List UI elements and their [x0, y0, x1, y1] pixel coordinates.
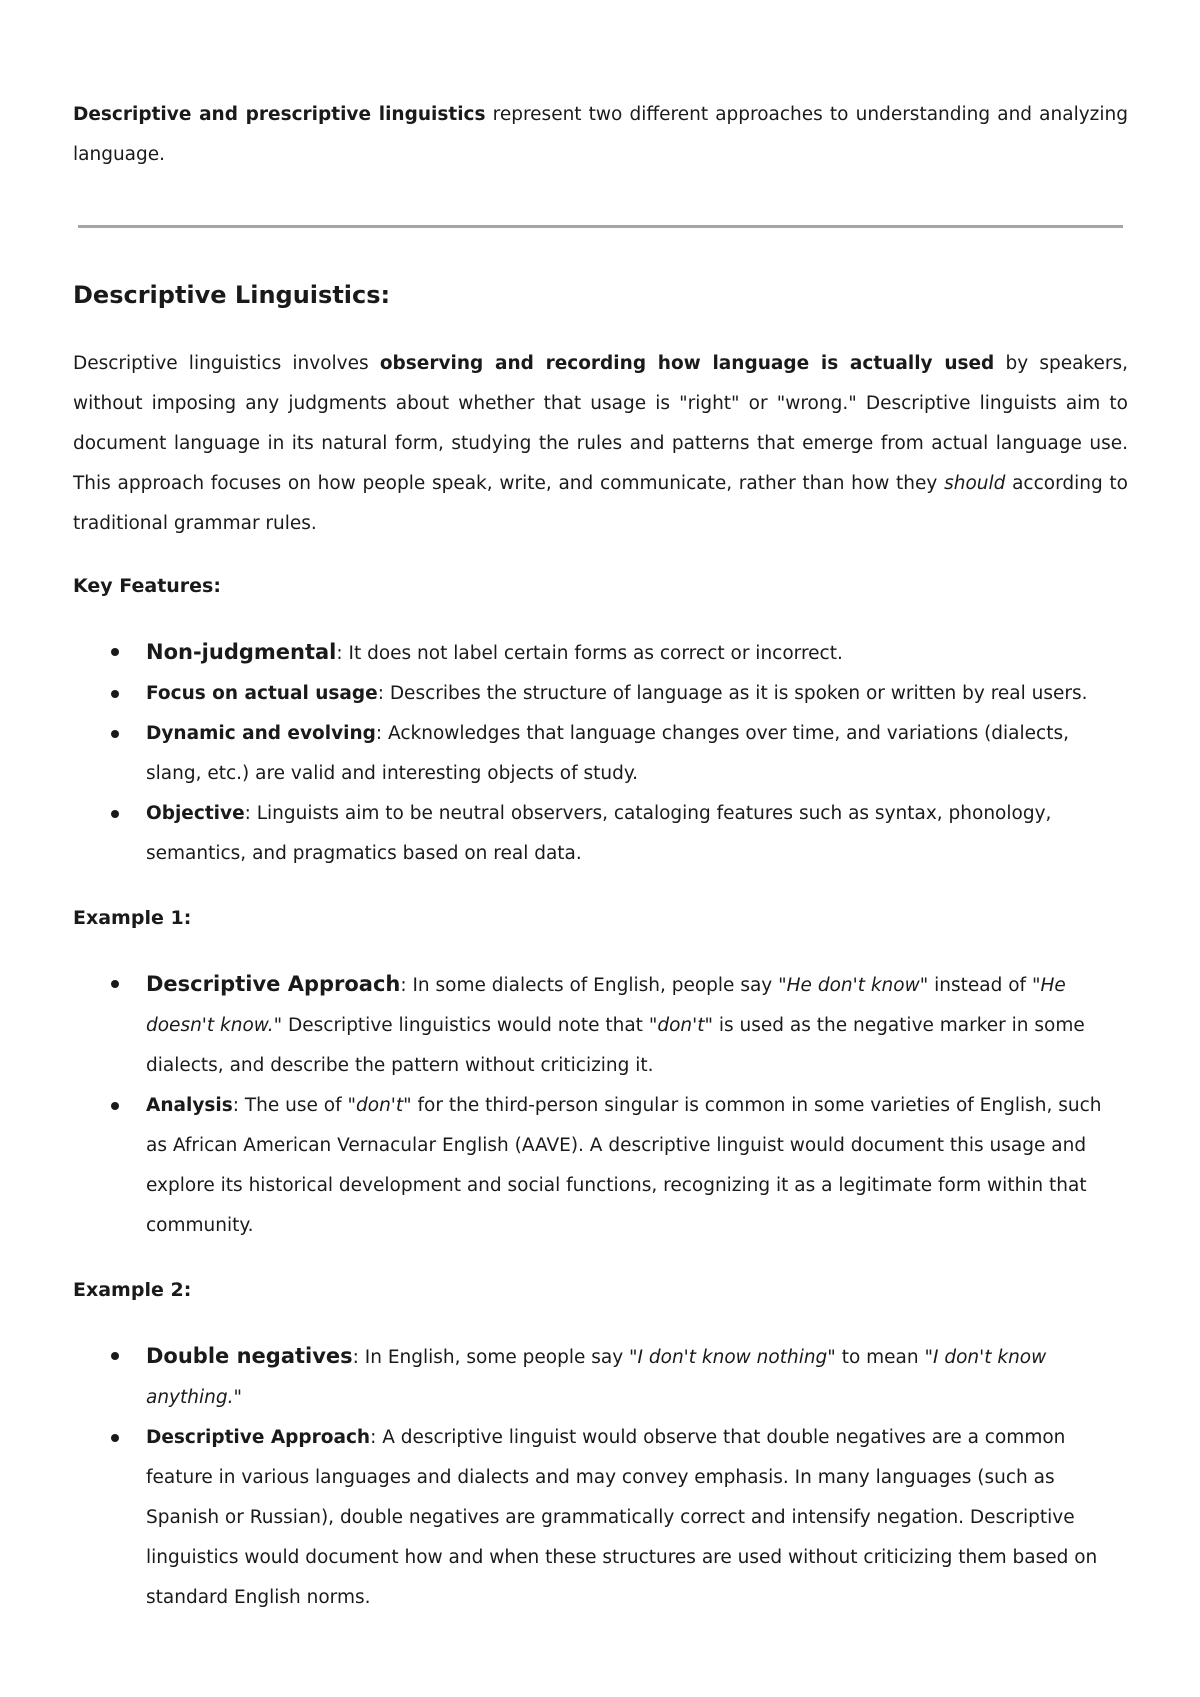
item-term: Descriptive Approach: [146, 1427, 371, 1448]
item-text: : The use of: [232, 1095, 348, 1116]
intro-paragraph: [73, 95, 1128, 175]
example-1-list: [73, 964, 1128, 1246]
list-item: [73, 1418, 1128, 1618]
bullet-icon: [111, 1352, 119, 1360]
item-term: Objective: [146, 803, 245, 824]
list-item: [73, 1336, 1128, 1418]
para-text-c: according to traditional grammar rules.: [73, 473, 1128, 534]
section-heading-descriptive: Descriptive Linguistics:: [73, 281, 391, 309]
item-term: Dynamic and evolving: [146, 723, 376, 744]
item-text: : It does not label certain forms as correct or incorrect.: [336, 643, 843, 664]
para-bold: observing and recording how language is actually used: [379, 353, 995, 374]
item-text: : In some dialects of English, people say: [400, 975, 779, 996]
para-text-a: Descriptive linguistics involves: [73, 353, 380, 374]
descriptive-paragraph: [73, 344, 1128, 544]
para-italic: should: [944, 473, 1006, 494]
item-quote: "don't": [347, 1095, 412, 1116]
item-term: Analysis: [146, 1095, 233, 1116]
item-text: for the third-person singular is common in some varieties of English, such as African American Vernacular English (AAVE). A descriptive linguist would document this usage and explore its historical development and social functions, recognizing it as a legitimate form within that community.: [146, 1095, 1102, 1236]
bullet-icon: [111, 810, 119, 818]
item-text: to mean: [835, 1347, 925, 1368]
item-quote: "He don't know": [778, 975, 929, 996]
item-text: : Describes the structure of language as it is spoken or written by real users.: [377, 683, 1088, 704]
list-item: [73, 632, 1128, 674]
item-text: : Acknowledges that language changes over time, and variations (dialects, slang, etc.) are valid and interesting objects of study.: [146, 723, 1069, 784]
list-item: [73, 794, 1128, 874]
item-term: Non-judgmental: [146, 640, 337, 664]
item-quote: "don't": [648, 1015, 713, 1036]
example-2-list: [73, 1336, 1128, 1618]
item-term: Double negatives: [146, 1344, 353, 1368]
item-text: : A descriptive linguist would observe that double negatives are a common feature in various languages and dialects and may convey emphasis. In many languages (such as Spanish or Russian), double negatives are grammatically correct and intensify negation. Descriptive linguistics would document how and when these structures are used without criticizing them based on standard English norms.: [146, 1427, 1098, 1608]
list-item: [73, 1086, 1128, 1246]
bullet-icon: [111, 1434, 119, 1442]
key-features-heading: Key Features:: [73, 575, 221, 597]
item-text: : Linguists aim to be neutral observers, cataloging features such as syntax, phonology, semantics, and pragmatics based on real data.: [146, 803, 1052, 864]
bullet-icon: [111, 648, 119, 656]
list-item: [73, 964, 1128, 1086]
bullet-icon: [111, 690, 119, 698]
item-quote: "He doesn't know.": [146, 975, 1066, 1036]
bullet-icon: [111, 1102, 119, 1110]
item-term: Focus on actual usage: [146, 683, 378, 704]
item-term: Descriptive Approach: [146, 972, 401, 996]
key-features-list: [73, 632, 1128, 874]
item-text: is used as the negative marker in some dialects, and describe the pattern without criticizing it.: [146, 1015, 1085, 1076]
item-text: Descriptive linguistics would note that: [282, 1015, 649, 1036]
intro-text: represent two different approaches to understanding and analyzing language.: [73, 104, 1128, 165]
example-1-heading: Example 1:: [73, 907, 192, 929]
item-text: instead of: [928, 975, 1032, 996]
bullet-icon: [111, 730, 119, 738]
intro-term: Descriptive and prescriptive linguistics: [73, 104, 486, 125]
list-item: [73, 674, 1128, 714]
list-item: [73, 714, 1128, 794]
item-text: : In English, some people say: [352, 1347, 630, 1368]
example-2-heading: Example 2:: [73, 1279, 192, 1301]
bullet-icon: [111, 980, 119, 988]
para-text-b: by speakers, without imposing any judgments about whether that usage is "right" or "wrong." Descriptive linguists aim to document language in its natural form, studying the rules and patterns that emerge from actual language use. This approach focuses on how people speak, write, and communicate, rather than how they: [73, 353, 1128, 494]
item-quote: "I don't know nothing": [629, 1347, 836, 1368]
item-quote: "I don't know anything.": [146, 1347, 1047, 1408]
